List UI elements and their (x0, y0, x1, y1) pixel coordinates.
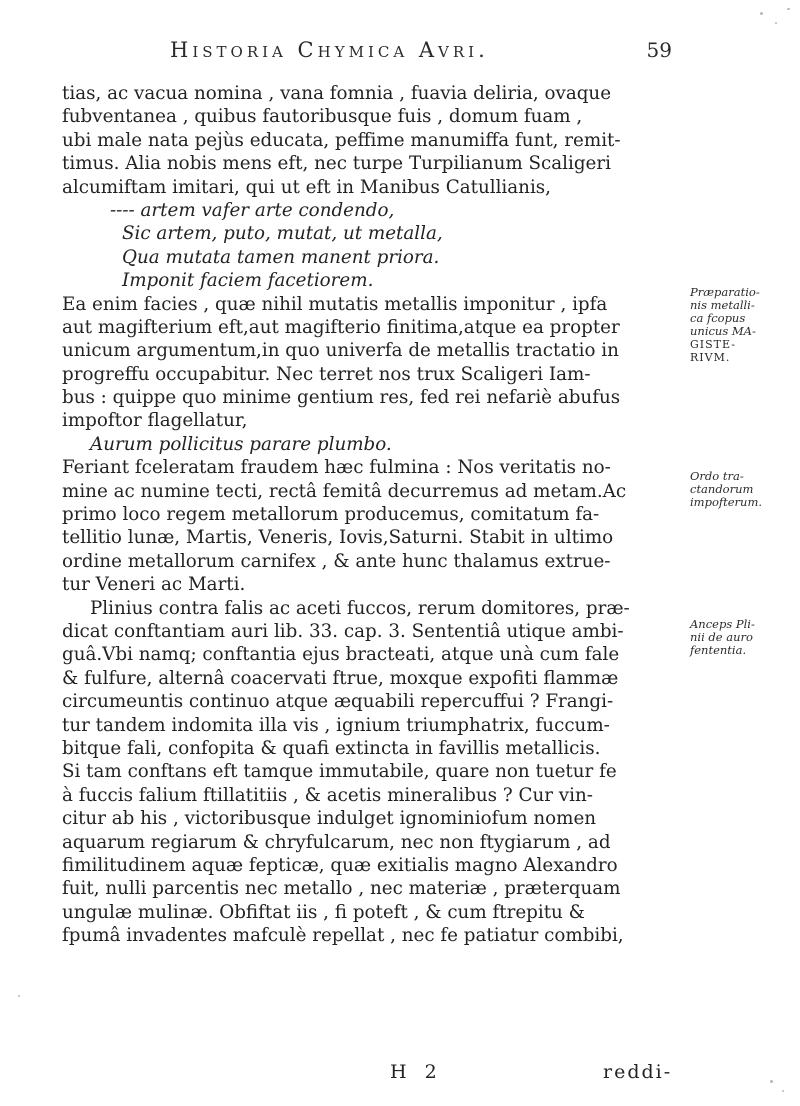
text-line: dicat conftantiam auri lib. 33. cap. 3. Sententiâ utique ambi- (62, 620, 624, 642)
text-line: unicum argumentum,in quo univerfa de metallis tractatio in (62, 340, 619, 362)
margin-note-praeparatio (690, 286, 790, 364)
margin-note-line: Præparatio- (690, 285, 760, 299)
text-line: tur Veneri ac Marti. (62, 574, 246, 596)
margin-note-ordo (690, 470, 790, 509)
running-title: Historia Chymica Avri. (170, 38, 489, 62)
text-line: fubventanea , quibus fautoribusque fuis , domum fuam , (62, 106, 583, 128)
margin-note-line: Ordo tra- (690, 469, 744, 483)
text-line: impoftor flagellatur, (62, 410, 248, 432)
text-line: bitque fali, confopita & quafi extincta in favillis metallicis. (62, 737, 601, 759)
page-header (170, 38, 690, 70)
text-line: à fuccis falium ftillatitiis , & acetis mineralibus ? Cur vin- (62, 784, 593, 806)
text-line: fuit, nulli parcentis nec metallo , nec materiæ , præterquam (62, 878, 621, 900)
margin-note-line: nii de auro (690, 630, 753, 644)
paper-speck (775, 22, 777, 24)
margin-note-line: unicus MA- (690, 324, 756, 338)
signature-mark: H 2 (390, 1061, 443, 1083)
text-line: Ea enim facies , quæ nihil mutatis metallis imponitur , ipfa (62, 293, 608, 315)
text-line: fpumâ invadentes mafculè repellat , nec fe patiatur combibi, (62, 925, 624, 947)
text-line: ungulæ mulinæ. Obfiftat iis , fi poteft , & cum ftrepitu & (62, 901, 585, 923)
verse-line: Imponit faciem facetiorem. (122, 270, 374, 292)
text-line: ubi male nata pejùs educata, peffime manumiffa funt, remit- (62, 129, 621, 151)
margin-note-line: RIVM. (690, 351, 731, 364)
text-line: aut magifterium eft,aut magifterio finitima,atque ea propter (62, 316, 620, 338)
margin-note-anceps (690, 618, 790, 657)
page-footer (60, 1061, 673, 1087)
text-line: aquarum regiarum & chryfulcarum, nec non ftygiarum , ad (62, 831, 611, 853)
catchword: reddi- (603, 1061, 673, 1083)
text-line: Feriant fceleratam fraudem hæc fulmina : Nos veritatis no- (62, 457, 611, 479)
margin-note-line: fententia. (690, 643, 747, 657)
text-line: timus. Alia nobis mens eft, nec turpe Turpilianum Scaligeri (62, 153, 611, 175)
text-line: tias, ac vacua nomina , vana fomnia , fuavia deliria, ovaque (62, 83, 612, 104)
paper-speck (782, 1090, 784, 1092)
text-line: & fulfure, alternâ coacervati ftrue, moxque expofiti flammæ (62, 667, 619, 689)
verse-line: Sic artem, puto, mutat, ut metalla, (122, 223, 443, 245)
text-line: tellitio lunæ, Martis, Veneris, Iovis,Saturni. Stabit in ultimo (62, 527, 614, 549)
text-line: bus : quippe quo minime gentium res, fed rei nefariè abufus (62, 387, 621, 409)
main-text (62, 82, 657, 947)
margin-note-line: Anceps Pli- (690, 617, 755, 631)
text-line: fimilitudinem aquæ fepticæ, quæ exitialis magno Alexandro (62, 854, 618, 876)
text-line: citur ab his , victoribusque indulget ignominiofum nomen (62, 808, 597, 830)
paper-speck (770, 1080, 773, 1083)
margin-note-line: GISTE- (690, 338, 736, 351)
text-line: Plinius contra falis ac aceti fuccos, rerum domitores, præ- (90, 597, 630, 619)
margin-note-line: nis metalli- (690, 298, 755, 312)
margin-note-line: impofterum. (690, 495, 763, 509)
margin-note-line: ctandorum (690, 482, 754, 496)
text-line: Si tam conftans eft tamque immutabile, quare non tuetur fe (62, 761, 617, 783)
paper-speck (18, 995, 20, 997)
text-line: ordine metallorum carnifex , & ante hunc thalamus extrue- (62, 550, 611, 572)
text-line: primo loco regem metallorum producemus, comitatum fa- (62, 504, 600, 526)
paper-speck (760, 12, 763, 15)
verse-line: ---- artem vafer arte condendo, (110, 199, 395, 221)
verse-line: Aurum pollicitus parare plumbo. (90, 433, 392, 455)
verse-line: Qua mutata tamen manent priora. (122, 246, 440, 268)
text-line: mine ac numine tecti, rectâ femitâ decurremus ad metam.Ac (62, 480, 627, 502)
text-line: guâ.Vbi namq; conftantia ejus bracteati, atque unà cum fale (62, 644, 620, 666)
paper-speck (787, 8, 790, 10)
text-line: tur tandem indomita illa vis , ignium triumphatrix, fuccum- (62, 714, 610, 736)
text-line: progreffu occupabitur. Nec terret nos trux Scaligeri Iam- (62, 363, 591, 385)
margin-note-line: ca fcopus (690, 311, 746, 325)
text-line: alcumiftam imitari, qui ut eft in Manibus Catullianis, (62, 176, 551, 198)
text-line: circumeuntis continuo atque æquabili repercuffui ? Frangi- (62, 691, 614, 713)
page-number: 59 (646, 38, 672, 62)
